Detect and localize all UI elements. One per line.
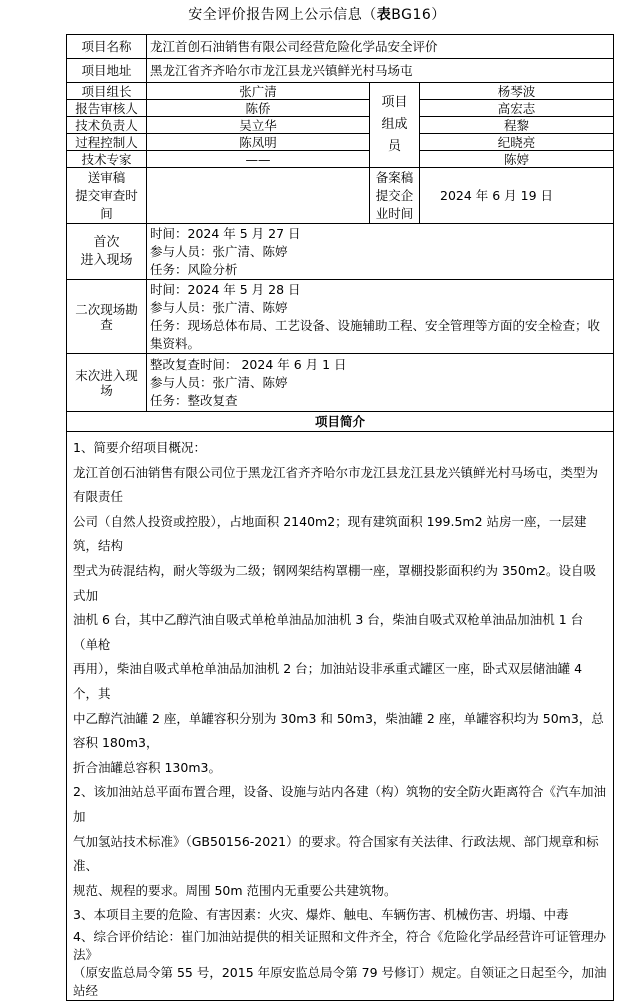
member-4: 纪晓亮 (420, 134, 614, 151)
visit-1-label: 首次 进入现场 (67, 224, 147, 280)
process-value: 陈凤明 (147, 134, 370, 151)
member-2: 高宏志 (420, 100, 614, 117)
project-name: 龙江首创石油销售有限公司经营危险化学品安全评价 (147, 35, 614, 59)
intro-line: 规范、规程的要求。周围 50m 范围内无重要公共建筑物。 (73, 882, 397, 898)
project-name-label: 项目名称 (67, 35, 147, 59)
expert-label: 技术专家 (67, 151, 147, 168)
record-label: 备案稿 提交企 业时间 (370, 168, 420, 224)
intro-line: 1、简要介绍项目概况： (73, 440, 206, 455)
visit-1-details: 时间：2024 年 5 月 27 日 参与人员：张广清、陈婷 任务：风险分析 (147, 224, 614, 280)
intro-line: （原安监总局令第 55 号，2015 年原安监总局令第 79 号修订）规定。自领证之日起至今，加油站经 (73, 964, 607, 998)
record-value: 2024 年 6 月 19 日 (420, 168, 614, 224)
page-title: 安全评价报告网上公示信息（表BG16） (188, 7, 446, 23)
intro-line: 折合油罐总容积 130m3。 (73, 759, 221, 775)
intro-line: 再用），柴油自吸式单枪单油品加油机 2 台；加油站设非承重式罐区一座，卧式双层储油罐 4 个，其 (73, 661, 583, 701)
intro-line: 气加氢站技术标准》（GB50156-2021）的要求。符合国家有关法律、行政法规、部门规章和标准、 (73, 833, 599, 874)
leader-label: 项目组长 (67, 83, 147, 100)
tech-label: 技术负责人 (67, 117, 147, 134)
member-5: 陈婷 (420, 151, 614, 168)
info-table (66, 34, 614, 1001)
member-3: 程黎 (420, 117, 614, 134)
visit-2-details: 时间：2024 年 5 月 28 日 参与人员：张广清、陈婷 任务：现场总体布局、工艺设备、设施辅助工程、安全管理等方面的安全检查；收 集资料。 (147, 280, 614, 354)
tech-value: 吴立华 (147, 117, 370, 134)
leader-value: 张广清 (147, 83, 370, 100)
intro-line: 公司（自然人投资或控股），占地面积 2140m2；现有建筑面积 199.5m2 站房一座，一层建筑，结构 (73, 513, 587, 554)
intro-line: 2、该加油站总平面布置合理，设备、设施与站内各建（构）筑物的安全防火距离符合《汽车加油加 (73, 784, 606, 824)
reviewer-label: 报告审核人 (67, 100, 147, 117)
visit-3-details: 整改复查时间： 2024 年 6 月 1 日 参与人员：张广清、陈婷 任务：整改复查 (147, 354, 614, 412)
intro-line: 4、综合评价结论：崔门加油站提供的相关证照和文件齐全，符合《危险化学品经营许可证管理办法》 (73, 928, 606, 962)
intro-line: 型式为砖混结构，耐火等级为二级；钢网架结构罩棚一座，罩棚投影面积约为 350m2。设自吸式加 (73, 562, 596, 603)
intro-line: 油机 6 台，其中乙醇汽油自吸式单枪单油品加油机 3 台，柴油自吸式双枪单油品加油机 1 台（单枪 (73, 612, 584, 652)
submit-label: 送审稿 提交审查时间 (67, 168, 147, 224)
expert-value: —— (147, 151, 370, 168)
intro-line: 3、本项目主要的危险、有害因素：火灾、爆炸、触电、车辆伤害、机械伤害、坍塌、中毒 (73, 907, 569, 923)
visit-3-label: 末次进入现场 (67, 354, 147, 412)
intro-body (67, 432, 614, 1001)
members-label: 项目 组成 员 (370, 83, 420, 168)
intro-line: 中乙醇汽油罐 2 座，单罐容积分别为 30m3 和 50m3，柴油罐 2 座，单罐容积均为 50m3，总容积 180m3， (73, 710, 604, 751)
process-label: 过程控制人 (67, 134, 147, 151)
project-address: 黑龙江省齐齐哈尔市龙江县龙兴镇鲜光村马场屯 (147, 59, 614, 83)
member-1: 杨琴波 (420, 83, 614, 100)
submit-value (147, 168, 370, 224)
intro-line: 龙江首创石油销售有限公司位于黑龙江省齐齐哈尔市龙江县龙江县龙兴镇鲜光村马场屯，类型为有限责任 (73, 464, 599, 505)
project-address-label: 项目地址 (67, 59, 147, 83)
reviewer-value: 陈侨 (147, 100, 370, 117)
visit-2-label: 二次现场勘查 (67, 280, 147, 354)
intro-header: 项目简介 (67, 412, 614, 432)
